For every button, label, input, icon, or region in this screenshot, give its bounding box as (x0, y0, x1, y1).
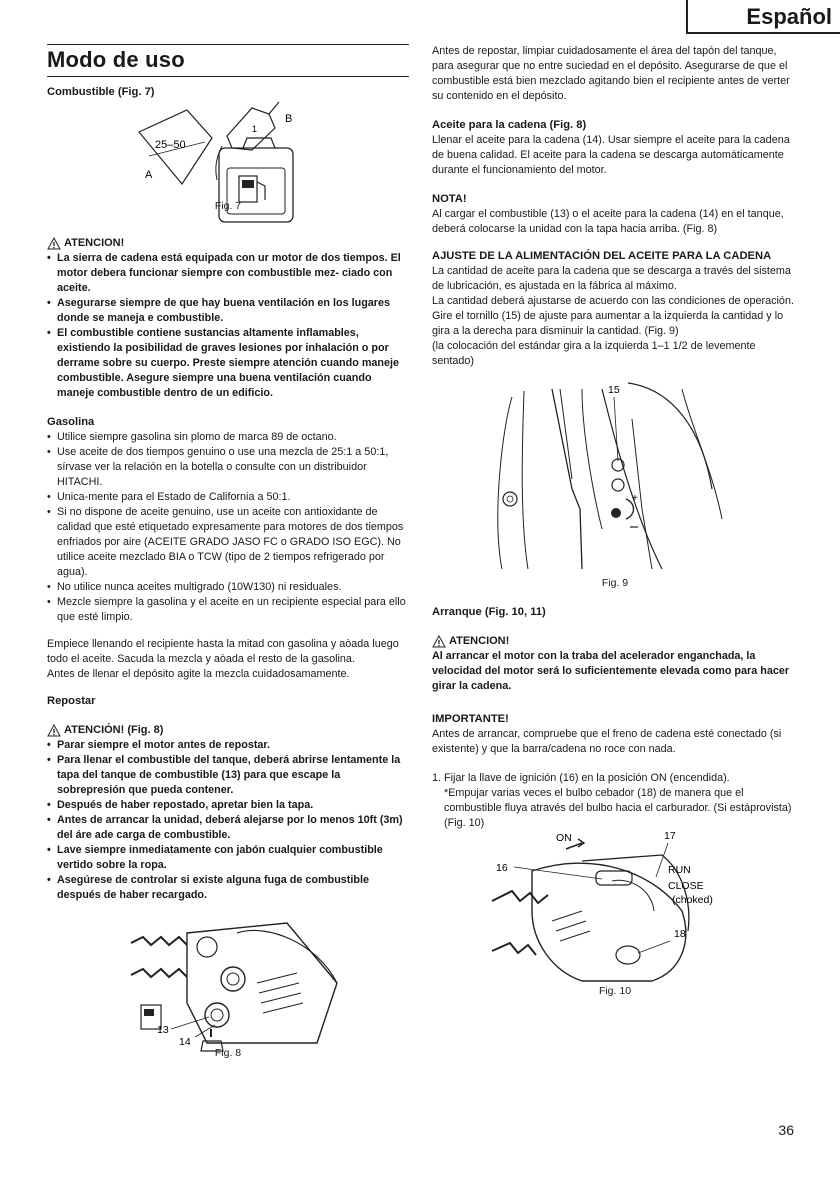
ajuste-para-1: La cantidad de aceite para la cadena que se descarga a través del sistema de lubricación, es ajustada en la fábrica al máximo. (432, 265, 791, 292)
label-16: 16 (496, 862, 508, 874)
starting-controls-illustration (432, 831, 798, 987)
ratio-label: 25–50 (155, 139, 186, 151)
language-tab (686, 0, 840, 34)
repostar-heading: Repostar (47, 695, 96, 707)
gasolina-para-2: Antes de llenar el depósito agite la mezcla cuidadosamamente. (47, 668, 350, 680)
list-item: • El combustible contiene sustancias altamente inflamables, existiendo la posibilidad de graves lesiones por inhalación o por derrame sobre su cuerpo. Preste siempre atención cuando maneje combustible. Asegure siempre una buena ventilación cuando maneje combustible dentro de un edificio. (47, 326, 409, 401)
label-a: A (145, 169, 153, 181)
warning-icon (47, 724, 61, 737)
language-label: Español (746, 4, 832, 29)
figure-7 (47, 100, 409, 226)
figure-8-caption: Fig. 8 (214, 1047, 242, 1059)
warning-heading-text: ATENCIÓN! (Fig. 8) (64, 724, 164, 736)
list-item: • Mezcle siempre la gasolina y el aceite en un recipiente especial para ello que esté limpio. (47, 595, 409, 625)
label-b: B (285, 113, 293, 125)
ajuste-heading: AJUSTE DE LA ALIMENTACIÓN DEL ACEITE PARA LA CADENA (432, 250, 772, 262)
importante-heading: IMPORTANTE! (432, 713, 509, 725)
svg-text:+: + (632, 493, 638, 504)
adjust-screw-icon (611, 508, 621, 518)
ajuste-para-3: (la colocación del estándar gira a la izquierda 1–1 1/2 de levemente sentado) (432, 340, 756, 367)
gasolina-heading: Gasolina (47, 416, 95, 428)
combustible-heading: Combustible (Fig. 7) (47, 86, 155, 98)
list-item: • Antes de arrancar la unidad, deberá alejarse por lo menos 10ft (3m) del áre ade carga de combustible. (47, 813, 409, 843)
list-item: • Use aceite de dos tiempos genuino o use una mezcla de 25:1 a 50:1, sírvase ver la relación en la botella o consulte con un distribuidor HITACHI. (47, 445, 409, 490)
nota-paragraph: Al cargar el combustible (13) o el aceite para la cadena (14) en el tanque, deberá colocarse la unidad con la tapa hacia arriba. (Fig. 8) (432, 208, 784, 235)
fuel-pump-icon (239, 176, 257, 202)
on-label: ON (556, 832, 572, 844)
warning-list-1 (47, 251, 409, 401)
repostar-list (47, 738, 409, 903)
figure-7-caption: Fig. 7 (214, 200, 242, 212)
aceite-heading: Aceite para la cadena (Fig. 8) (432, 119, 587, 131)
list-item: • Para llenar el combustible del tanque, deberá abrirse lentamente la tapa del tanque de combustible (13) para que escape la sobrepresión que pueda contener. (47, 753, 409, 798)
list-item: • Si no dispone de aceite genuino, use un aceite con antioxidante de calidad que esté etiquetado expresamente para motores de dos tiempos enfriados por aire (ACEITE GRADO JASO FC o GRADO ISO EGC). No utilice aceite mezclado BIA o TCW (tipo de 2 tiempos refrigerado por agua). (47, 505, 409, 580)
warning-heading-3 (432, 634, 798, 649)
primer-bulb-icon (616, 946, 640, 964)
list-item: • Parar siempre el motor antes de repostar. (47, 738, 409, 753)
list-item: • Unica-mente para el Estado de California a 50:1. (47, 490, 409, 505)
warning-heading-text: ATENCION! (64, 237, 125, 249)
warning-heading-text: ATENCION! (449, 635, 510, 647)
figure-9-caption: Fig. 9 (601, 577, 629, 589)
gasolina-list (47, 430, 409, 625)
figure-8 (47, 913, 409, 1063)
bottle-label: 1 (252, 124, 258, 134)
step-1-note: *Empujar varias veces el bulbo cebador (18) de manera que el combustible fluya através del bulbo hacia el carburador. (Si estáprovista) (Fig. 10) (444, 787, 792, 829)
label-14: 14 (179, 1036, 191, 1048)
list-item: • Lave siempre inmediatamente con jabón cualquier combustible vertido sobre la ropa. (47, 843, 409, 873)
list-item: • No utilice nunca aceites multigrado (10W130) ni residuales. (47, 580, 409, 595)
importante-paragraph: Antes de arrancar, compruebe que el freno de cadena esté conectado (si existente) y que la barra/cadena no roce con nada. (432, 728, 782, 755)
intro-paragraph: Antes de repostar, limpiar cuidadosamente el área del tapón del tanque, para asegurar que no entre suciedad en el depósito. Asegurarse de que el combustible está bien mezclado agitando bien el recipiente antes de verter su contenido en el depósito. (432, 45, 790, 102)
warning-icon (47, 237, 61, 250)
warning-heading-2 (47, 723, 409, 738)
label-13: 13 (157, 1024, 169, 1036)
title-top-rule (47, 44, 409, 45)
figure-9 (432, 369, 798, 597)
list-item: • Asegurarse siempre de que hay buena ventilación en los lugares donde se maneja e combustible. (47, 296, 409, 326)
list-item: • La sierra de cadena está equipada con ur motor de dos tiempos. El motor debera funcionar siempre con combustible mez- ciado con aceite. (47, 251, 409, 296)
nota-heading: NOTA! (432, 193, 467, 205)
aceite-paragraph: Llenar el aceite para la cadena (14). Usar siempre el aceite para la cadena de buena calidad. El aceite para la cadena se descarga automáticamente durante el funcionamiento del motor. (432, 134, 790, 176)
title-bottom-rule (47, 76, 409, 77)
choked-label: (choked) (672, 894, 713, 906)
warning-icon (432, 635, 446, 648)
figure-10-caption: Fig. 10 (598, 985, 632, 997)
step-1: 1. Fijar la llave de ignición (16) en la posición ON (encendida). (432, 772, 730, 784)
run-label: RUN (668, 864, 691, 876)
warning-heading-1 (47, 236, 409, 251)
arranque-warning-text: Al arrancar el motor con la traba del acelerador enganchada, la velocidad del motor será lo suficientemente elevada como para hacer girar la cadena. (432, 650, 790, 692)
label-17: 17 (664, 831, 676, 842)
oil-adjust-illustration (432, 369, 798, 579)
right-column (432, 44, 798, 1001)
page-title: Modo de uso (47, 47, 185, 72)
arranque-heading: Arranque (Fig. 10, 11) (432, 606, 546, 618)
chainsaw-refuel-illustration (47, 913, 409, 1053)
close-label: CLOSE (668, 880, 704, 892)
figure-10 (432, 831, 798, 1001)
list-item: • Asegúrese de controlar si existe alguna fuga de combustible después de haber recargado. (47, 873, 409, 903)
gasolina-para-1: Empiece llenando el recipiente hasta la mitad con gasolina y aòada luego todo el aceite. Sacuda la mezcla y aòada el resto de la gasolina. (47, 638, 399, 665)
ajuste-para-2: La cantidad deberá ajustarse de acuerdo con las condiciones de operación. Gire el tornillo (15) de ajuste para aumentar a la izquierda la cantidad y lo gira a la derecha para disminuir la cantidad. (Fig. 9) (432, 295, 794, 337)
page-number: 36 (778, 1122, 794, 1138)
label-18: 18 (674, 928, 686, 940)
left-column (47, 44, 409, 1063)
list-item: • Después de haber repostado, apretar bien la tapa. (47, 798, 409, 813)
label-15: 15 (608, 384, 620, 396)
list-item: • Utilice siempre gasolina sin plomo de marca 89 de octano. (47, 430, 409, 445)
